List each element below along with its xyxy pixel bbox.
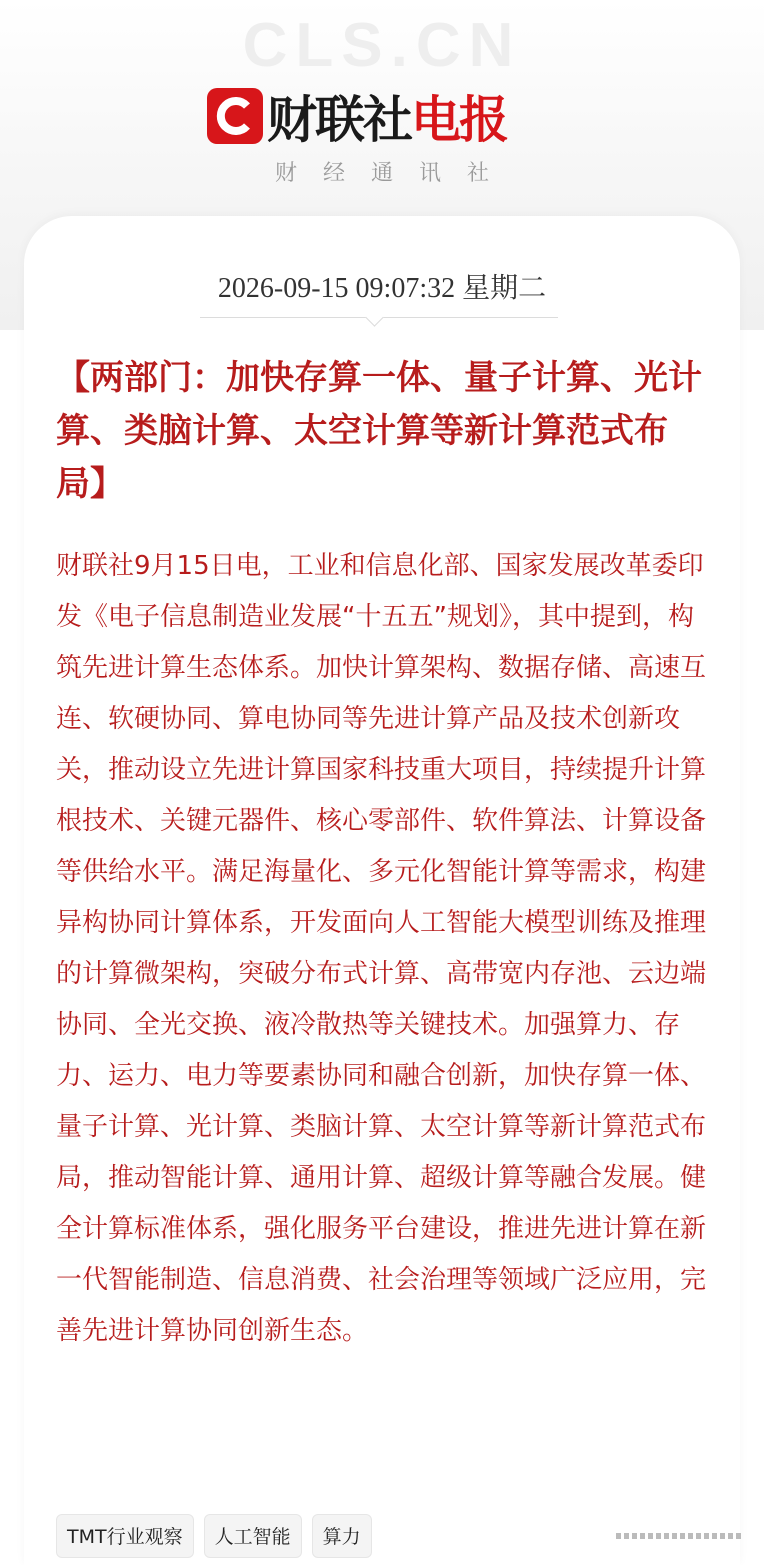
brand-logo: [207, 86, 507, 149]
tag-computing-power[interactable]: 算力: [312, 1514, 372, 1558]
cls-logo-icon: [207, 88, 263, 144]
tag-tmt[interactable]: TMT行业观察: [56, 1514, 194, 1558]
logo-product: 电报: [411, 91, 507, 149]
article-body: 财联社9月15日电，工业和信息化部、国家发展改革委印发《电子信息制造业发展“十五五”规划》，其中提到，构筑先进计算生态体系。加快计算架构、数据存储、高速互连、软硬协同、算电协同等先进计算产品及技术创新攻关，推动设立先进计算国家科技重大项目，持续提升计算根技术、关键元器件、核心零部件、软件算法、计算设备等供给水平。满足海量化、多元化智能计算等需求，构建异构协同计算体系，开发面向人工智能大模型训练及推理的计算微架构，突破分布式计算、高带宽内存池、云边端协同、全光交换、液冷散热等关键技术。加强算力、存力、运力、电力等要素协同和融合创新，加快存算一体、量子计算、光计算、类脑计算、太空计算等新计算范式布局，推动智能计算、通用计算、超级计算等融合发展。健全计算标准体系，强化服务平台建设，推进先进计算在新一代智能制造、信息消费、社会治理等领域广泛应用，完善先进计算协同创新生态。: [56, 551, 707, 1346]
dots-row-icon: [616, 1530, 746, 1542]
article-datetime: 2026-09-15 09:07:32 星期二: [217, 273, 547, 304]
more-dots-icon[interactable]: [616, 1530, 746, 1542]
c-letter-icon: [213, 94, 257, 138]
article-headline: 【两部门：加快存算一体、量子计算、光计算、类脑计算、太空计算等新计算范式布局】: [56, 358, 702, 504]
brand-tagline: 财经通讯社: [274, 161, 515, 186]
tag-ai[interactable]: 人工智能: [204, 1514, 302, 1558]
logo-name: 财联社: [267, 91, 411, 149]
watermark-text: CLS.CN: [242, 11, 522, 80]
tag-list: [56, 1514, 372, 1558]
